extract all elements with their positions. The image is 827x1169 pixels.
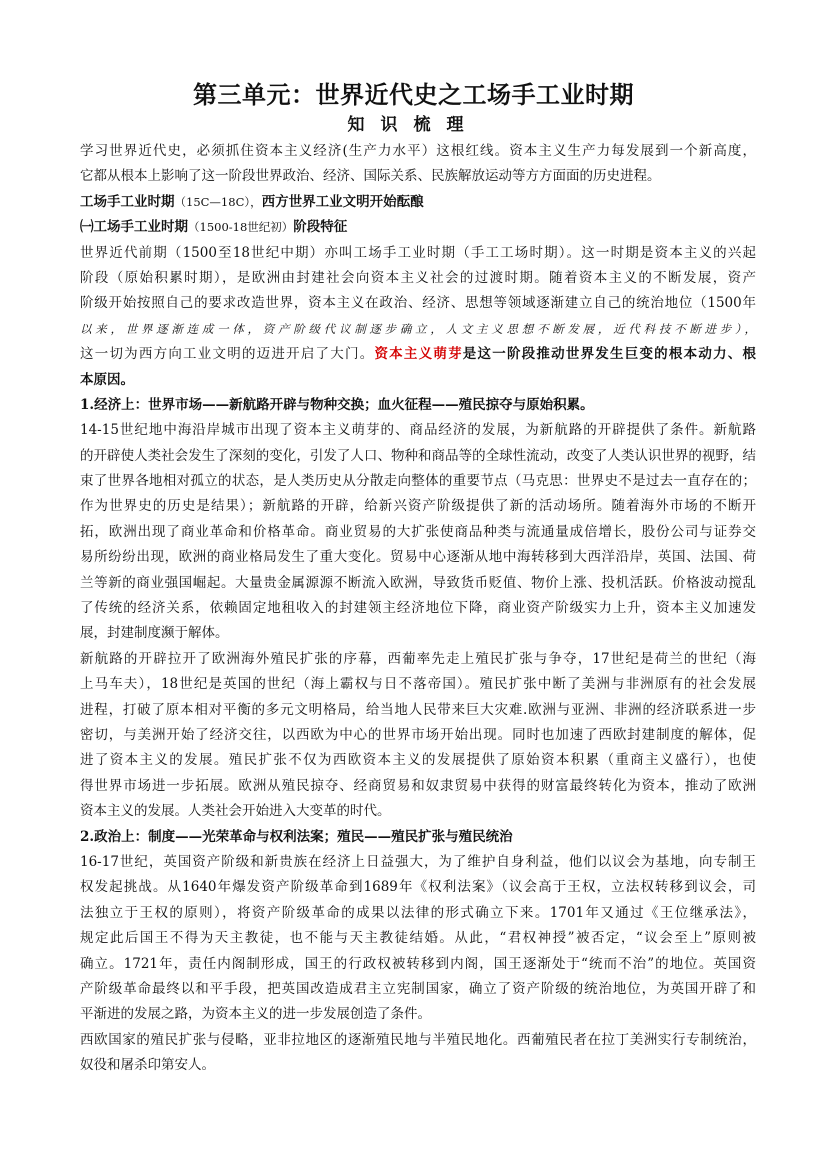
paragraph-line: 世界近代前期（1500至18世纪中期）亦叫工场手工业时期（手工工场时期）。这一时期是资本主义的兴起 [80,244,756,261]
paragraph-line: 阶级开始按照自己的要求改造世界，资本主义在政治、经济、思想等领域逐渐建立自己的统治地位（1500年 [80,295,756,312]
paragraph-text: 是这一阶段推动世界发生巨变的根本动力、根 [462,346,756,363]
intro-line: 学习世界近代史，必须抓住资本主义经济(生产力水平）这根红线。资本主义生产力每发展到一个新高度， [80,143,756,159]
subsection-heading [80,215,756,240]
paragraph-line: 展，封建制度濒于解体。 [80,625,229,642]
section-heading-part: 工场手工业时期 [80,193,175,210]
paragraph-line: 易所纷纷出现，欧洲的商业格局发生了重大变化。贸易中心逐渐从地中海转移到大西洋沿岸，英国、法国、荷 [80,549,756,566]
paragraph-line [80,342,756,367]
economy-heading: 1.经济上：世界市场——新航路开辟与物种交换；血火征程——殖民掠夺与原始积累。 [80,396,594,413]
paragraph-line: 规定此后国王不得为天主教徒，也不能与天主教徒结婚。从此，“君权神授”被否定，“议会至上”原则被 [80,930,756,947]
paragraph-line: 拓，欧洲出现了商业革命和价格革命。商业贸易的大扩张使商品种类与流通量成倍增长，股份公司与证券交 [80,523,756,540]
section-heading-part: （15C—18C）， [174,194,262,209]
paragraph-line: 上马车夫），18世纪是英国的世纪（海上霸权与日不落帝国）。殖民扩张中断了美洲与非洲原有的社会发展 [80,676,756,693]
paragraph-line: 奴役和屠杀印第安人。 [80,1057,215,1074]
document-title: 第三单元：世界近代史之工场手工业时期 [193,80,634,109]
paragraph-line: 法独立于王权的原则），将资产阶级革命的成果以法律的形式确立下来。1701年又通过《王位继承法》， [80,904,756,921]
paragraph-line: 16-17世纪，英国资产阶级和新贵族在经济上日益强大，为了维护自身利益，他们以议会为基地，向专制王 [80,853,756,870]
paragraph-line: 了传统的经济关系，依赖固定地租收入的封建领主经济地位下降，商业资产阶级实力上升，资本主义加速发 [80,600,756,617]
paragraph-line: 新航路的开辟拉开了欧洲海外殖民扩张的序幕，西葡率先走上殖民扩张与争夺，17世纪是荷兰的世纪（海 [80,650,756,667]
paragraph-line: 本原因。 [80,371,134,388]
intro-line: 它都从根本上影响了这一阶段世界政治、经济、国际关系、民族解放运动等方方面面的历史进程。 [80,168,661,185]
paragraph-line: 得世界市场进一步拓展。欧洲从殖民掠夺、经商贸易和奴隶贸易中获得的财富最终转化为资本，推动了欧洲 [80,777,756,794]
politics-heading: 2.政治上：制度——光荣革命与权利法案；殖民——殖民扩张与殖民统治 [80,828,513,845]
paragraph-line: 平渐进的发展之路，为资本主义的进一步发展创造了条件。 [80,1006,431,1023]
paragraph-line: 兰等新的商业强国崛起。大量贵金属源源不断流入欧洲，导致货币贬值、物价上涨、投机活跃。价格波动搅乱 [80,574,756,591]
paragraph-line: 资本主义的发展。人类社会开始进入大变革的时代。 [80,803,391,820]
paragraph-line: 进了资本主义的发展。殖民扩张不仅为西欧资本主义的发展提供了原始资本积累（重商主义盛行），也使 [80,752,756,769]
highlight-text: 资本主义萌芽 [374,346,463,363]
paragraph-line: 束了世界各地相对孤立的状态，是人类历史从分散走向整体的重要节点（马克思：世界史不是过去一直存在的； [80,473,756,490]
paragraph-line: 阶段（原始积累时期），是欧洲由封建社会向资本主义社会的过渡时期。随着资本主义的不断发展，资产 [80,269,756,286]
subsection-heading-part: 阶段特征 [293,219,348,236]
subsection-heading-part: ㈠工场手工业时期 [80,219,188,236]
subsection-heading-part: （1500-18世纪初） [188,220,294,235]
paragraph-line [80,317,756,342]
section-heading [80,190,756,215]
section-heading-part: 西方世界工业文明开始酝酿 [261,193,424,210]
document-body [80,139,756,1078]
paragraph-line: 密切，与美洲开始了经济交往，以西欧为中心的世界市场开始出现。同时也加速了西欧封建制度的解体，促 [80,726,756,743]
paragraph-line: 产阶级革命最终以和平手段，把英国改造成君主立宪制国家，确立了资产阶级的统治地位，为英国开辟了和 [80,980,756,997]
paragraph-line: 西欧国家的殖民扩张与侵略，亚非拉地区的逐渐殖民地与半殖民地化。西葡殖民者在拉丁美洲实行专制统治， [80,1031,756,1048]
document-subtitle: 知识梳理 [347,115,480,135]
paragraph-line: 权发起挑战。从1640年爆发资产阶级革命到1689年《权利法案》（议会高于王权，立法权转移到议会，司 [80,879,756,896]
paragraph-line: 14-15世纪地中海沿岸城市出现了资本主义萌芽的、商品经济的发展，为新航路的开辟提供了条件。新航路 [80,422,756,439]
paragraph-text: 这一切为西方向工业文明的迈进开启了大门。 [80,346,375,363]
paragraph-line: 进程，打破了原本相对平衡的多元文明格局，给当地人民带来巨大灾难.欧洲与亚洲、非洲的经济联系进一步 [80,701,756,718]
paragraph-line: 作为世界史的历史是结果）；新航路的开辟，给新兴资产阶级提供了新的活动场所。随着海外市场的不断开 [80,498,756,515]
paragraph-line: 的开辟使人类社会发生了深刻的变化，引发了人口、物种和商品等的全球性流动，改变了人类认识世界的视野，结 [80,447,756,464]
paragraph-note: 以来，世界逐渐连成一体，资产阶级代议制逐步确立，人文主义思想不断发展，近代科技不断进步）， [80,321,756,336]
paragraph-line: 确立。1721年，责任内阁制形成，国王的行政权被转移到内阁，国王逐渐处于“统而不治”的地位。英国资 [80,955,756,972]
